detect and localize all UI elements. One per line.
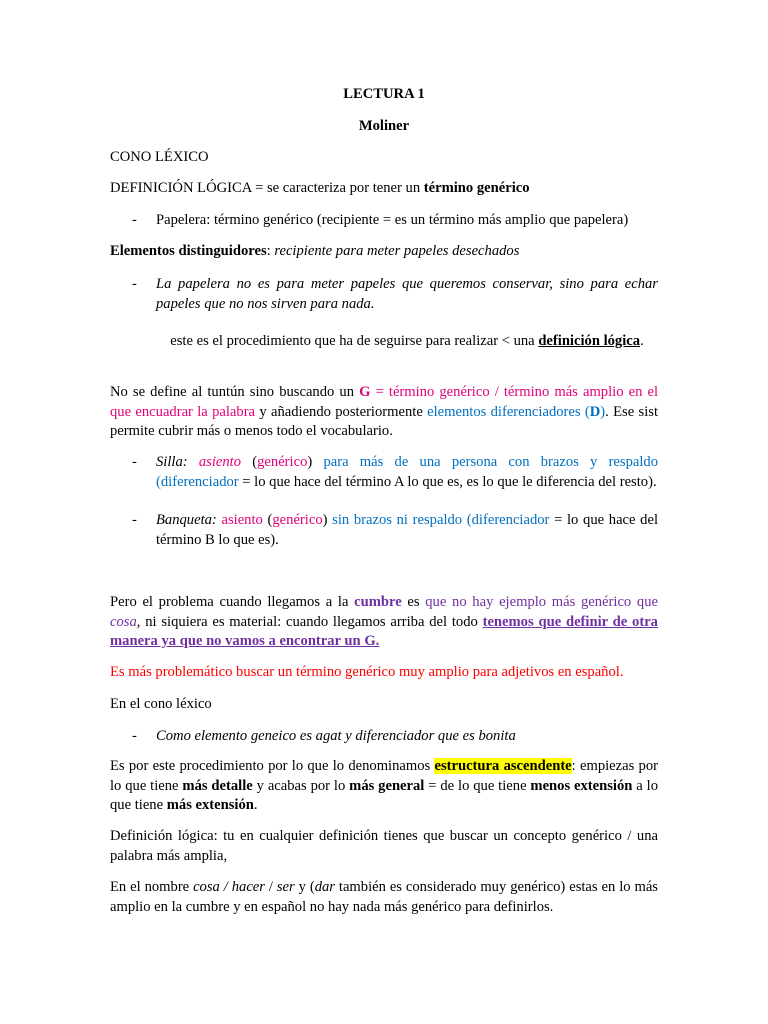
paragraph-definicion-logica: DEFINICIÓN LÓGICA = se caracteriza por tener un término genérico (110, 180, 530, 196)
paragraph-estructura-ascendente: Es por este procedimiento por lo que lo denominamos estructura ascendente: empiezas por lo que tiene más detalle y acabas por lo más general = de lo que tiene menos extensión a lo que tiene más extensión. (110, 758, 658, 813)
list-item-banqueta: - Banqueta: asiento (genérico) sin brazos ni respaldo (diferenciador = lo que hace del término B lo que es). (132, 512, 658, 548)
document-author: Moliner (358, 118, 410, 134)
list-item-papelera-conservar: - La papelera no es para meter papeles que queremos conservar, sino para echar papeles que no nos sirven para nada. (132, 276, 658, 312)
list-bullet: - (132, 454, 137, 470)
paragraph-elementos: Elementos distinguidores: recipiente para meter papeles desechados (110, 243, 520, 259)
document-title: LECTURA 1 (343, 86, 425, 102)
paragraph-cumbre: Pero el problema cuando llegamos a la cumbre es que no hay ejemplo más genérico que cosa, ni siquiera es material: cuando llegamos arriba del todo tenemos que definir de otra manera ya que no vamos a encontrar un G. (110, 594, 658, 649)
paragraph-cono-lexico: En el cono léxico (110, 696, 212, 712)
list-item-papelera: - Papelera: término genérico (recipiente = es un término más amplio que papelera) (110, 211, 658, 231)
heading-cono-lexico: CONO LÉXICO (110, 149, 209, 165)
list-item-geneico: - Como elemento geneico es agat y diferenciador que es bonita (110, 727, 658, 747)
paragraph-procedimiento: este es el procedimiento que ha de seguirse para realizar < una definición lógica. (170, 333, 644, 349)
paragraph-definicion-concepto: Definición lógica: tu en cualquier definición tienes que buscar un concepto genérico / una palabra más amplia, (110, 828, 658, 864)
list-bullet: - (132, 212, 137, 228)
list-item-silla: - Silla: asiento (genérico) para más de una persona con brazos y respaldo (diferenciador = lo que hace del término A lo que es, es lo que le diferencia del resto). (132, 454, 659, 490)
paragraph-nombre-cosa: En el nombre cosa / hacer / ser y (dar también es considerado muy genérico) estas en lo más amplio en la cumbre y en español no hay nada más genérico para definirlos. (110, 879, 658, 915)
paragraph-tuntun: No se define al tuntún sino buscando un G = término genérico / término más amplio en el que encuadrar la palabra y añadiendo posteriormente elementos diferenciadores (D). Ese sist permite cubrir más o menos todo el vocabulario. (110, 384, 659, 439)
list-bullet: - (132, 512, 137, 528)
list-bullet: - (132, 728, 137, 744)
list-bullet: - (132, 276, 137, 292)
paragraph-adjetivos: Es más problemático buscar un término genérico muy amplio para adjetivos en español. (110, 664, 624, 680)
